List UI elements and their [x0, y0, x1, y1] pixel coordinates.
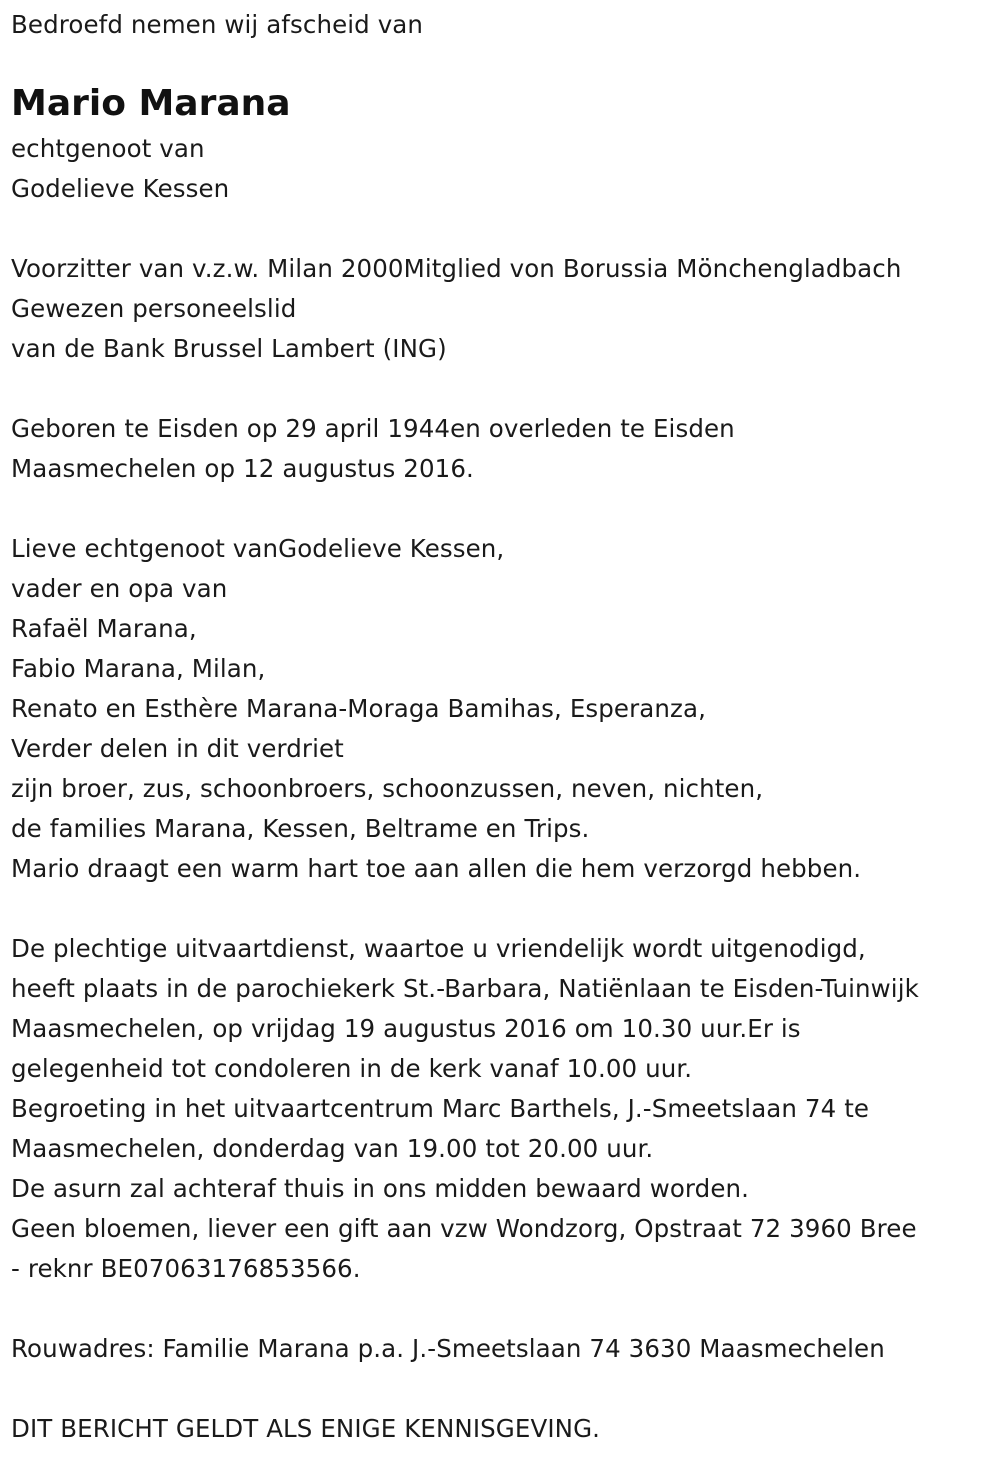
family-line: de families Marana, Kessen, Beltrame en Trips. — [11, 814, 590, 843]
spouse-line: echtgenoot van — [11, 134, 205, 163]
spacer — [11, 1369, 996, 1409]
death-notice — [11, 5, 996, 1449]
family-line: Fabio Marana, Milan, — [11, 654, 266, 683]
family-line: vader en opa van — [11, 574, 228, 603]
mourning-address: Rouwadres: Familie Marana p.a. J.-Smeetslaan 74 3630 Maasmechelen — [11, 1334, 885, 1363]
spacer — [11, 889, 996, 929]
family-line: Renato en Esthère Marana-Moraga Bamihas, Esperanza, — [11, 694, 706, 723]
service-line: gelegenheid tot condoleren in de kerk vanaf 10.00 uur. — [11, 1054, 693, 1083]
family-line: Rafaël Marana, — [11, 614, 197, 643]
family-block — [11, 529, 996, 889]
spouse-block — [11, 129, 996, 209]
spouse-line: Godelieve Kessen — [11, 174, 230, 203]
career-line: Gewezen personeelslid — [11, 294, 297, 323]
spacer — [11, 489, 996, 529]
service-line: Maasmechelen, donderdag van 19.00 tot 20.00 uur. — [11, 1134, 654, 1163]
family-line: zijn broer, zus, schoonbroers, schoonzussen, neven, nichten, — [11, 774, 764, 803]
career-block — [11, 249, 996, 369]
spacer — [11, 209, 996, 249]
family-line: Verder delen in dit verdriet — [11, 734, 344, 763]
spacer — [11, 1289, 996, 1329]
intro-text: Bedroefd nemen wij afscheid van — [11, 10, 424, 39]
dates-line: Geboren te Eisden op 29 april 1944en overleden te Eisden — [11, 414, 735, 443]
service-line: Geen bloemen, liever een gift aan vzw Wondzorg, Opstraat 72 3960 Bree — [11, 1214, 917, 1243]
service-line: - reknr BE07063176853566. — [11, 1254, 361, 1283]
service-line: heeft plaats in de parochiekerk St.-Barbara, Natiënlaan te Eisden-Tuinwijk — [11, 974, 919, 1003]
service-line: Maasmechelen, op vrijdag 19 augustus 2016 om 10.30 uur.Er is — [11, 1014, 801, 1043]
dates-block — [11, 409, 996, 489]
service-line: De asurn zal achteraf thuis in ons midden bewaard worden. — [11, 1174, 750, 1203]
dates-line: Maasmechelen op 12 augustus 2016. — [11, 454, 474, 483]
career-line: van de Bank Brussel Lambert (ING) — [11, 334, 447, 363]
notice-text: DIT BERICHT GELDT ALS ENIGE KENNISGEVING. — [11, 1414, 601, 1443]
family-line: Lieve echtgenoot vanGodelieve Kessen, — [11, 534, 505, 563]
spacer — [11, 369, 996, 409]
career-line: Voorzitter van v.z.w. Milan 2000Mitglied von Borussia Mönchengladbach — [11, 254, 902, 283]
deceased-name: Mario Marana — [11, 83, 291, 124]
service-line: De plechtige uitvaartdienst, waartoe u vriendelijk wordt uitgenodigd, — [11, 934, 866, 963]
service-line: Begroeting in het uitvaartcentrum Marc Barthels, J.-Smeetslaan 74 te — [11, 1094, 870, 1123]
family-line: Mario draagt een warm hart toe aan allen die hem verzorgd hebben. — [11, 854, 862, 883]
service-block — [11, 929, 996, 1289]
